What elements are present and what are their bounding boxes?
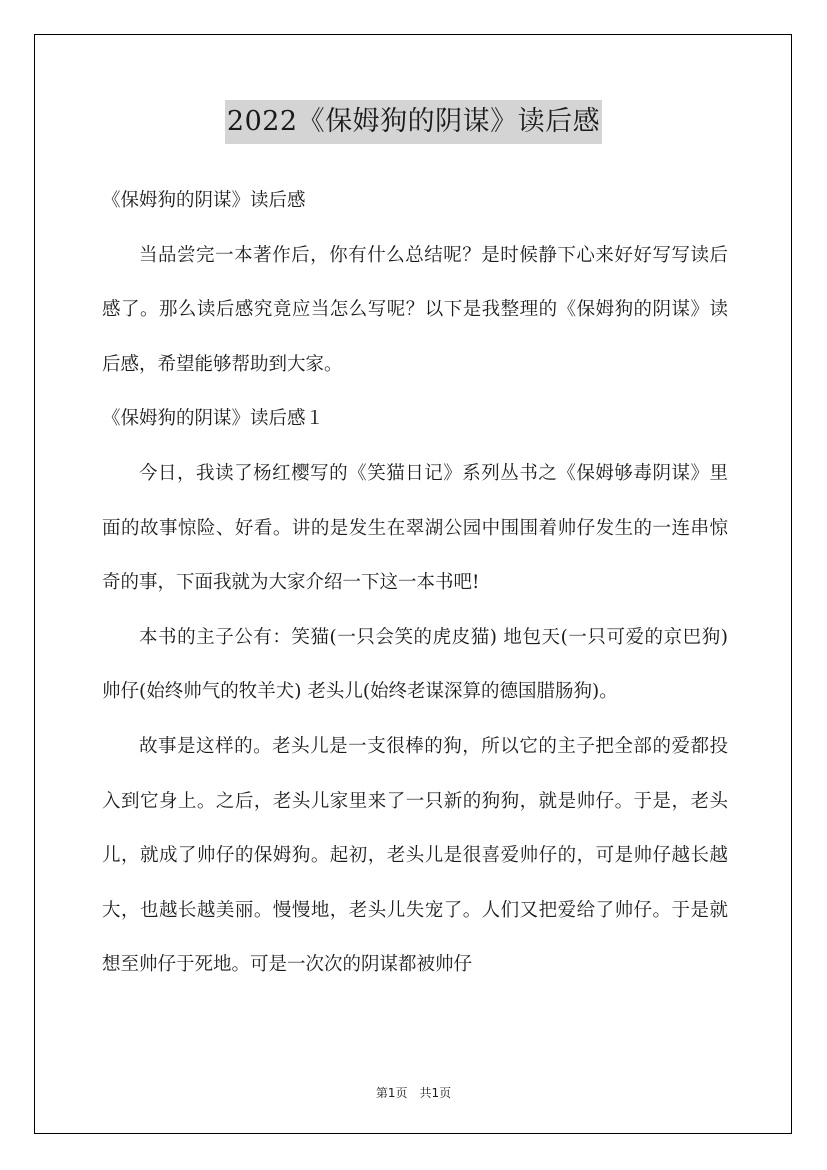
document-body — [102, 174, 728, 993]
title-container — [0, 100, 827, 144]
page-footer — [0, 1084, 827, 1101]
paragraph: 本书的主子公有：笑猫(一只会笑的虎皮猫) 地包天(一只可爱的京巴狗) 帅仔(始终帅气的牧羊犬) 老头儿(始终老谋深算的德国腊肠狗)。 — [102, 626, 728, 703]
paragraph: 故事是这样的。老头儿是一支很棒的狗，所以它的主子把全部的爱都投入到它身上。之后，老头儿家里来了一只新的狗狗，就是帅仔。于是，老头儿，就成了帅仔的保姆狗。起初，老头儿是很喜爱帅仔的，可是帅仔越长越大，也越长越美丽。慢慢地，老头儿失宠了。人们又把爱给了帅仔。于是就想至帅仔于死地。可是一次次的阴谋都被帅仔 — [102, 735, 728, 976]
page-number: 第1页 共1页 — [375, 1086, 452, 1100]
document-title: 2022《保姆狗的阴谋》读后感 — [225, 100, 602, 144]
paragraph: 《保姆狗的阴谋》读后感１ — [102, 408, 325, 430]
paragraph: 今日，我读了杨红樱写的《笑猫日记》系列丛书之《保姆够毒阴谋》里面的故事惊险、好看。讲的是发生在翠湖公园中围围着帅仔发生的一连串惊奇的事，下面我就为大家介绍一下这一本书吧! — [102, 462, 728, 594]
paragraph: 《保姆狗的阴谋》读后感 — [102, 190, 306, 211]
paragraph: 当品尝完一本著作后，你有什么总结呢？是时候静下心来好好写写读后感了。那么读后感究竟应当怎么写呢？以下是我整理的《保姆狗的阴谋》读后感，希望能够帮助到大家。 — [102, 244, 728, 375]
